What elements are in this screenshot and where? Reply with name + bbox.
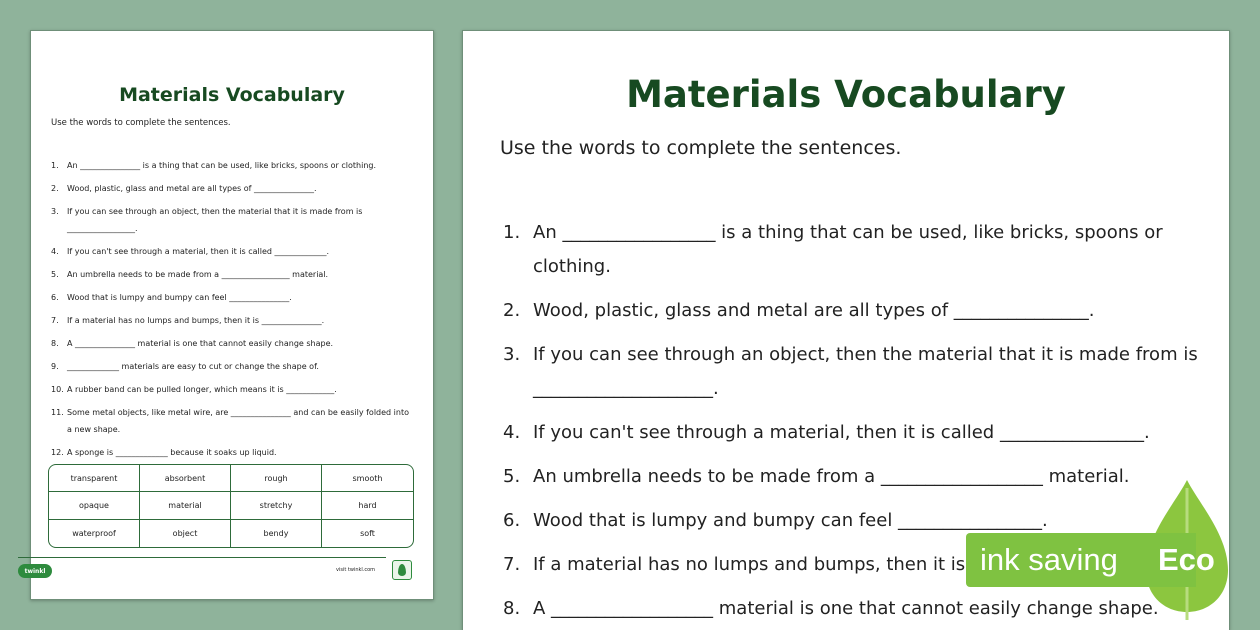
question-text: If you can see through an object, then the material that it is made from is ____________________. bbox=[533, 344, 1198, 399]
question-number: 3. bbox=[51, 207, 59, 216]
thumbnail-instruction: Use the words to complete the sentences. bbox=[51, 118, 231, 128]
question-text: Wood that is lumpy and bumpy can feel ________________. bbox=[533, 510, 1048, 531]
eco-ink-saving-badge bbox=[966, 480, 1260, 630]
word-bank-cell: opaque bbox=[49, 492, 140, 519]
question-text: If a material has no lumps and bumps, then it is _______________. bbox=[67, 316, 325, 325]
question-number: 12. bbox=[51, 448, 64, 457]
question-text: If you can see through an object, then the material that it is made from is _________________. bbox=[67, 207, 363, 233]
list-item bbox=[51, 157, 416, 174]
list-item bbox=[51, 203, 416, 237]
list-item bbox=[51, 381, 416, 399]
question-text: Some metal objects, like metal wire, are _______________ and can be easily folded into a new shape. bbox=[67, 408, 409, 434]
word-bank-cell: absorbent bbox=[140, 465, 231, 492]
question-text: An umbrella needs to be made from a __________________ material. bbox=[533, 466, 1130, 487]
word-bank-cell: waterproof bbox=[49, 520, 140, 547]
question-number: 4. bbox=[503, 422, 521, 443]
question-number: 9. bbox=[51, 362, 59, 371]
list-item bbox=[503, 338, 1203, 406]
question-text: A sponge is _____________ because it soaks up liquid. bbox=[67, 448, 277, 457]
word-bank-cell: soft bbox=[360, 528, 375, 538]
eco-leaf-icon bbox=[392, 560, 412, 580]
question-text: Wood, plastic, glass and metal are all types of _______________. bbox=[67, 184, 317, 193]
question-number: 8. bbox=[51, 339, 59, 348]
question-number: 8. bbox=[503, 598, 521, 619]
question-text: An _______________ is a thing that can be used, like bricks, spoons or clothing. bbox=[67, 161, 377, 170]
list-item bbox=[51, 335, 416, 353]
question-number: 11. bbox=[51, 408, 64, 417]
word-bank-cell: object bbox=[140, 520, 231, 547]
question-number: 5. bbox=[51, 270, 59, 279]
list-item bbox=[503, 416, 1203, 450]
word-bank-cell: material bbox=[140, 492, 231, 519]
list-item bbox=[51, 312, 416, 330]
word-bank-cell: bendy bbox=[231, 520, 322, 547]
list-item bbox=[503, 294, 1203, 328]
thumbnail-footer-rule bbox=[18, 557, 386, 558]
eco-label: Eco bbox=[1158, 542, 1215, 577]
visit-site-text: visit twinkl.com bbox=[336, 567, 376, 573]
question-text: Wood, plastic, glass and metal are all types of _______________. bbox=[533, 300, 1095, 321]
question-number: 7. bbox=[51, 316, 59, 325]
question-text: If you can't see through a material, then it is called _____________. bbox=[67, 247, 330, 256]
word-bank-cell: transparent bbox=[49, 465, 140, 492]
question-text: If a material has no lumps and bumps, then it is bbox=[533, 554, 966, 575]
word-bank-cell: hard bbox=[322, 492, 413, 519]
word-bank-cell: rough bbox=[231, 465, 322, 492]
question-number: 3. bbox=[503, 344, 521, 365]
list-item bbox=[503, 216, 1203, 284]
question-text: A _______________ material is one that cannot easily change shape. bbox=[67, 339, 334, 348]
word-bank bbox=[48, 464, 414, 548]
ink-saving-label: ink saving bbox=[980, 542, 1118, 577]
question-text: Wood that is lumpy and bumpy can feel _______________. bbox=[67, 293, 292, 302]
instruction-text: Use the words to complete the sentences. bbox=[500, 137, 902, 159]
list-item bbox=[51, 289, 416, 307]
question-number: 6. bbox=[51, 293, 59, 302]
question-number: 7. bbox=[503, 554, 521, 575]
question-number: 2. bbox=[503, 300, 521, 321]
thumbnail-title: Materials Vocabulary bbox=[119, 84, 345, 106]
question-number: 4. bbox=[51, 247, 59, 256]
question-number: 1. bbox=[503, 222, 521, 243]
question-text: If you can't see through a material, then it is called ________________. bbox=[533, 422, 1150, 443]
question-text: A __________________ material is one that cannot easily change shape. bbox=[533, 598, 1159, 619]
list-item bbox=[51, 180, 416, 198]
question-text: _____________ materials are easy to cut or change the shape of. bbox=[67, 362, 319, 371]
list-item bbox=[51, 444, 416, 462]
question-text: An umbrella needs to be made from a _________________ material. bbox=[67, 270, 329, 279]
list-item bbox=[51, 266, 416, 284]
question-text: A rubber band can be pulled longer, which means it is ____________. bbox=[67, 385, 337, 394]
question-number: 5. bbox=[503, 466, 521, 487]
thumbnail-question-list bbox=[51, 157, 416, 467]
list-item bbox=[51, 404, 416, 438]
word-bank-cell: smooth bbox=[322, 465, 413, 492]
list-item bbox=[51, 243, 416, 261]
list-item bbox=[51, 358, 416, 376]
question-number: 2. bbox=[51, 184, 59, 193]
question-number: 1. bbox=[51, 161, 59, 170]
word-bank-cell: stretchy bbox=[231, 492, 322, 519]
twinkl-logo: twinkl bbox=[18, 564, 52, 578]
question-text: An _________________ is a thing that can be used, like bricks, spoons or clothing. bbox=[533, 222, 1163, 277]
question-number: 6. bbox=[503, 510, 521, 531]
page-title: Materials Vocabulary bbox=[626, 73, 1066, 116]
question-number: 10. bbox=[51, 385, 64, 394]
